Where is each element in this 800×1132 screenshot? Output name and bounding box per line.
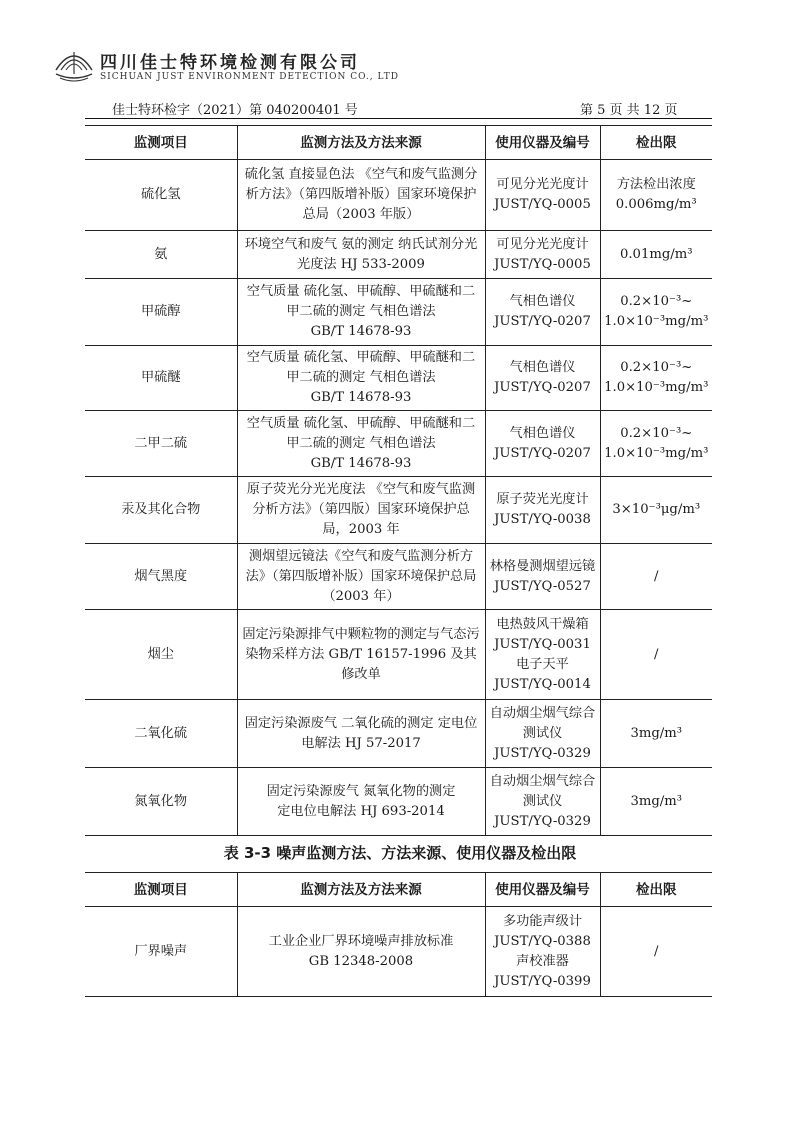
detection-limit: /: [600, 544, 712, 610]
table-3-3-title: 表 3-3 噪声监测方法、方法来源、使用仪器及检出限: [223, 844, 577, 862]
instrument: 可见分光光度计 JUST/YQ-0005: [485, 231, 600, 279]
detection-limit: 0.2×10⁻³~ 1.0×10⁻³mg/m³: [600, 346, 712, 411]
monitoring-item: 二氧化硫: [85, 700, 237, 768]
method-source: 测烟望远镜法《空气和废气监测分析方法》（第四版增补版）国家环境保护总局 （2003 年）: [237, 544, 485, 610]
method-source: 固定污染源废气 二氧化硫的测定 定电位电解法 HJ 57-2017: [237, 700, 485, 768]
table-row: [85, 411, 712, 477]
monitoring-item: 甲硫醚: [85, 346, 237, 411]
table-row: [85, 160, 712, 231]
instrument: 自动烟尘烟气综合 测试仪 JUST/YQ-0329: [485, 768, 600, 836]
detection-limit: /: [600, 610, 712, 700]
column-header: 监测方法及方法来源: [237, 126, 485, 160]
method-source: 固定污染源排气中颗粒物的测定与气态污染物采样方法 GB/T 16157-1996 及其修改单: [237, 610, 485, 700]
instrument: 气相色谱仪 JUST/YQ-0207: [485, 279, 600, 346]
column-header: 监测方法及方法来源: [237, 873, 485, 907]
company-name-en: SICHUAN JUST ENVIRONMENT DETECTION CO., LTD: [100, 72, 399, 82]
method-source: 空气质量 硫化氢、甲硫醇、甲硫醚和二甲二硫的测定 气相色谱法 GB/T 14678-93: [237, 411, 485, 477]
table-row: [85, 231, 712, 279]
detection-limit: /: [600, 907, 712, 997]
detection-limit: 0.2×10⁻³~ 1.0×10⁻³mg/m³: [600, 411, 712, 477]
instrument: 可见分光光度计 JUST/YQ-0005: [485, 160, 600, 231]
table-row: [85, 544, 712, 610]
monitoring-item: 氨: [85, 231, 237, 279]
monitoring-item: 硫化氢: [85, 160, 237, 231]
monitoring-item: 烟气黑度: [85, 544, 237, 610]
noise-monitoring-table: [85, 872, 712, 997]
instrument: 林格曼测烟望远镜 JUST/YQ-0527: [485, 544, 600, 610]
table-row: [85, 477, 712, 544]
monitoring-item: 二甲二硫: [85, 411, 237, 477]
column-header: 检出限: [600, 873, 712, 907]
detection-limit: 3mg/m³: [600, 700, 712, 768]
method-source: 空气质量 硫化氢、甲硫醇、甲硫醚和二甲二硫的测定 气相色谱法 GB/T 14678-93: [237, 346, 485, 411]
table-row: [85, 700, 712, 768]
column-header: 检出限: [600, 126, 712, 160]
method-source: 固定污染源废气 氮氧化物的测定 定电位电解法 HJ 693-2014: [237, 768, 485, 836]
document-number: 佳士特环检字（2021）第 040200401 号: [112, 103, 358, 118]
column-header: 使用仪器及编号: [485, 126, 600, 160]
monitoring-item: 厂界噪声: [85, 907, 237, 997]
table-row: [85, 768, 712, 836]
monitoring-item: 汞及其化合物: [85, 477, 237, 544]
column-header: 监测项目: [85, 126, 237, 160]
monitoring-item: 甲硫醇: [85, 279, 237, 346]
instrument: 自动烟尘烟气综合 测试仪 JUST/YQ-0329: [485, 700, 600, 768]
header-divider: [85, 118, 712, 119]
detection-limit: 方法检出浓度 0.006mg/m³: [600, 160, 712, 231]
detection-limit: 3×10⁻³μg/m³: [600, 477, 712, 544]
page-indicator: 第 5 页 共 12 页: [580, 103, 678, 118]
table-row: [85, 610, 712, 700]
company-logo: [52, 40, 96, 84]
instrument: 多功能声级计 JUST/YQ-0388 声校准器 JUST/YQ-0399: [485, 907, 600, 997]
table-row: [85, 907, 712, 997]
method-source: 硫化氢 直接显色法 《空气和废气监测分析方法》（第四版增补版）国家环境保护总局（2003 年版）: [237, 160, 485, 231]
method-source: 环境空气和废气 氨的测定 纳氏试剂分光光度法 HJ 533-2009: [237, 231, 485, 279]
column-header: 监测项目: [85, 873, 237, 907]
table-row: [85, 279, 712, 346]
method-source: 原子荧光分光光度法 《空气和废气监测分析方法》（第四版）国家环境保护总局，2003 年: [237, 477, 485, 544]
instrument: 气相色谱仪 JUST/YQ-0207: [485, 411, 600, 477]
column-header: 使用仪器及编号: [485, 873, 600, 907]
table-header-row: [85, 126, 712, 160]
instrument: 电热鼓风干燥箱 JUST/YQ-0031 电子天平 JUST/YQ-0014: [485, 610, 600, 700]
monitoring-methods-table: [85, 125, 712, 836]
table-header-row: [85, 873, 712, 907]
method-source: 空气质量 硫化氢、甲硫醇、甲硫醚和二甲二硫的测定 气相色谱法 GB/T 14678-93: [237, 279, 485, 346]
instrument: 原子荧光光度计 JUST/YQ-0038: [485, 477, 600, 544]
monitoring-item: 烟尘: [85, 610, 237, 700]
method-source: 工业企业厂界环境噪声排放标准 GB 12348-2008: [237, 907, 485, 997]
company-name-cn: 四川佳士特环境检测有限公司: [100, 53, 360, 73]
detection-limit: 0.01mg/m³: [600, 231, 712, 279]
detection-limit: 0.2×10⁻³~ 1.0×10⁻³mg/m³: [600, 279, 712, 346]
table-row: [85, 346, 712, 411]
instrument: 气相色谱仪 JUST/YQ-0207: [485, 346, 600, 411]
monitoring-item: 氮氧化物: [85, 768, 237, 836]
detection-limit: 3mg/m³: [600, 768, 712, 836]
